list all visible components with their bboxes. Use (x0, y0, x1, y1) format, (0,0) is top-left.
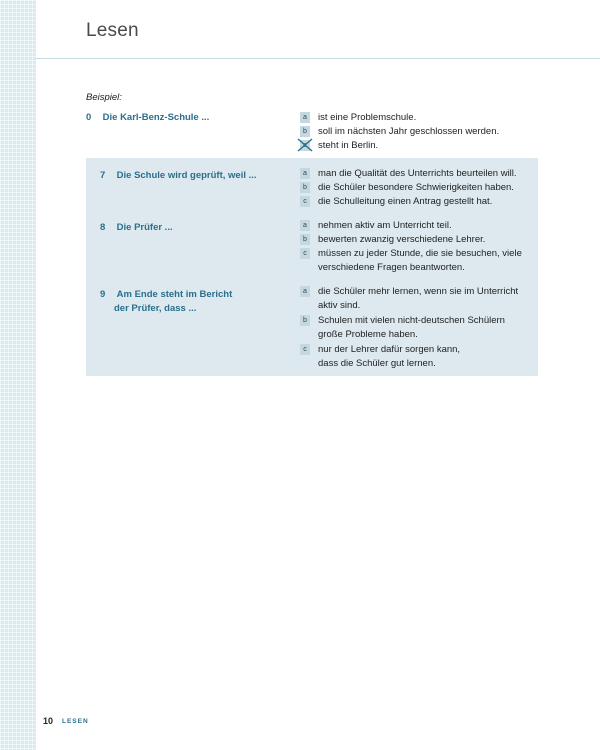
question-text: Die Karl-Benz-Schule ... (102, 112, 210, 123)
question-9 (100, 288, 232, 316)
option-letter-badge: b (300, 234, 310, 245)
option-c[interactable] (300, 247, 540, 275)
title-divider (36, 58, 600, 59)
option-a[interactable] (300, 167, 540, 181)
option-text: nur der Lehrer dafür sorgen kann, dass die Schüler gut lernen. (318, 344, 461, 369)
option-text: Schulen mit vielen nicht-deutschen Schülern große Probleme haben. (318, 315, 505, 340)
option-text: bewerten zwanzig verschiedene Lehrer. (318, 234, 486, 245)
option-text: die Schulleitung einen Antrag gestellt hat. (318, 196, 493, 207)
option-text: steht in Berlin. (318, 140, 379, 151)
question-text-line1: Am Ende steht im Bericht (116, 289, 233, 300)
question-text: Die Prüfer ... (116, 222, 173, 233)
question-8 (100, 222, 173, 233)
option-a[interactable] (300, 219, 540, 233)
question-number: 7 (100, 170, 106, 181)
option-a[interactable] (300, 111, 540, 125)
option-text: soll im nächsten Jahr geschlossen werden. (318, 126, 500, 137)
example-options (300, 111, 540, 153)
example-question (86, 112, 209, 123)
cross-mark-icon (297, 138, 313, 152)
option-letter-badge: c (300, 248, 310, 259)
option-text: die Schüler besondere Schwierigkeiten haben. (318, 182, 514, 193)
option-letter-badge: c (300, 344, 310, 355)
option-letter-badge: a (300, 112, 310, 123)
page-title: Lesen (86, 20, 139, 41)
option-letter-badge: a (300, 168, 310, 179)
option-text: ist eine Problemschule. (318, 112, 417, 123)
option-b[interactable] (300, 233, 540, 247)
option-text: man die Qualität des Unterrichts beurteilen will. (318, 168, 517, 179)
option-b[interactable] (300, 181, 540, 195)
option-letter-badge-crossed (300, 140, 310, 151)
question-7-options (300, 167, 540, 209)
question-number: 8 (100, 222, 106, 233)
question-8-options (300, 219, 540, 275)
option-a[interactable] (300, 285, 540, 313)
option-b[interactable] (300, 125, 540, 139)
option-b[interactable] (300, 314, 540, 342)
option-letter-badge: b (300, 126, 310, 137)
question-number: 0 (86, 112, 92, 123)
question-number: 9 (100, 289, 106, 300)
question-text-line2: der Prüfer, dass ... (114, 303, 197, 314)
page-number: 10 (43, 716, 54, 726)
grid-margin-strip (0, 0, 36, 750)
option-letter-badge: c (300, 196, 310, 207)
section-label: LESEN (62, 718, 89, 725)
option-c[interactable] (300, 139, 540, 153)
option-c[interactable] (300, 195, 540, 209)
question-7 (100, 170, 257, 181)
example-label: Beispiel: (86, 92, 122, 103)
option-text: müssen zu jeder Stunde, die sie besuchen, viele verschiedene Fragen beantworten. (318, 248, 522, 273)
question-9-options (300, 285, 540, 371)
option-letter-badge: b (300, 315, 310, 326)
option-letter-badge: a (300, 286, 310, 297)
option-text: die Schüler mehr lernen, wenn sie im Unterricht aktiv sind. (318, 286, 519, 311)
option-letter-badge: b (300, 182, 310, 193)
option-c[interactable] (300, 343, 540, 371)
option-letter-badge: a (300, 220, 310, 231)
question-text: Die Schule wird geprüft, weil ... (116, 170, 257, 181)
option-text: nehmen aktiv am Unterricht teil. (318, 220, 452, 231)
